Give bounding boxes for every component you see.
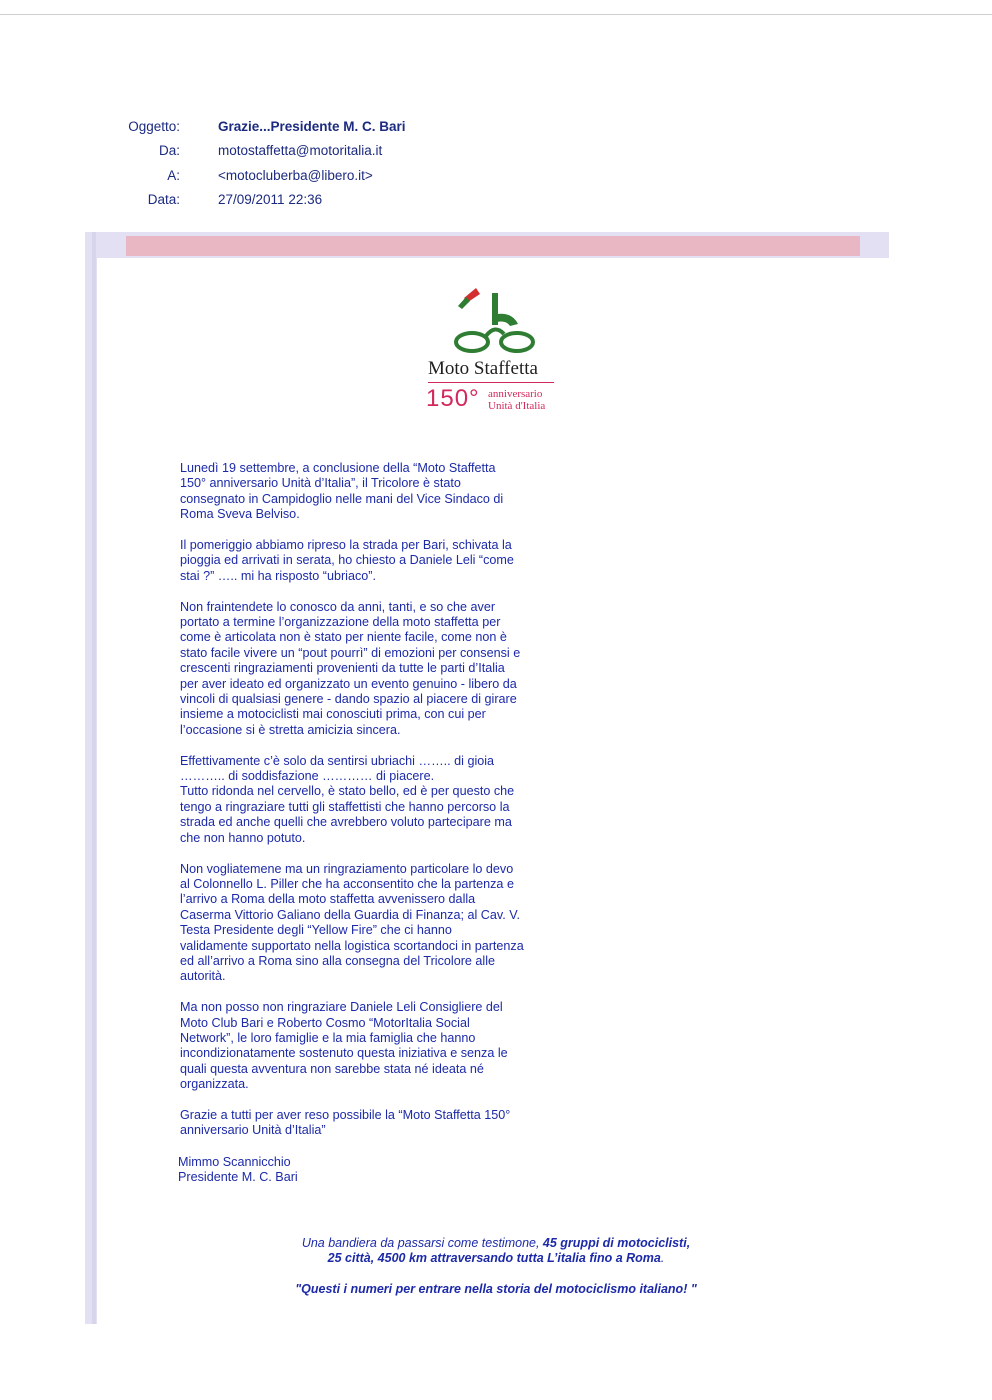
letter-line: Lunedì 19 settembre, a conclusione della “Moto Staffetta: [180, 461, 496, 475]
letter-line: stai ?” ….. mi ha risposto “ubriaco”.: [180, 568, 376, 583]
message-frame-line: [92, 232, 96, 1324]
letter-line: quali questa avventura non sarebbe stata né ideata né: [180, 1061, 484, 1076]
footer-line-1: [150, 1236, 842, 1250]
top-rule: [0, 14, 992, 15]
footer-line-2-part-a: 25 città, 4500 km attraversando tutta L’italia fino a Roma: [327, 1251, 661, 1265]
logo-rule: [428, 382, 554, 383]
rider-arm: [497, 314, 518, 326]
date-value: 27/09/2011 22:36: [218, 192, 323, 208]
letter-line: Testa Presidente degli “Yellow Fire” che ci hanno: [180, 923, 452, 938]
letter-line: Tutto ridonda nel cervello, è stato bello, ed è per questo che: [180, 784, 515, 799]
letter-line: pioggia ed arrivati in serata, ho chiesto a Daniele Leli “come: [180, 553, 514, 568]
letter-line: come è articolata non è stato per niente facile, come non è: [180, 630, 507, 645]
to-row: [100, 163, 406, 188]
letter-line: per aver ideato ed organizzato un evento genuino - libero da: [180, 676, 517, 691]
letter-line: Moto Club Bari e Roberto Cosmo “MotorItalia Social: [180, 1015, 470, 1030]
logo-name: Moto Staffetta: [428, 358, 538, 379]
letter-line: stato facile vivere un “pout pourrì” di emozioni per consensi e: [180, 645, 521, 660]
letter-line: crescenti ringraziamenti provenienti da tutte le parti d’Italia: [180, 661, 505, 676]
footer-line-1-part-a: Una bandiera da passarsi come testimone,: [301, 1236, 543, 1250]
letter-paragraph: [180, 754, 570, 846]
from-label: Da:: [158, 143, 180, 159]
signature-title: Presidente M. C. Bari: [178, 1170, 298, 1185]
letter-line: ed all’arrivo a Roma sino alla consegna del Tricolore alle: [180, 953, 496, 968]
letter-line: validamente supportato nella logistica scortandoci in partenza: [180, 938, 524, 953]
subject-row: [100, 114, 406, 139]
letter-line: strada ed anche quelli che avrebbero voluto partecipare ma: [180, 815, 512, 830]
date-label: Data:: [147, 192, 180, 208]
footer-line-2: [150, 1251, 842, 1265]
letter-paragraph: [180, 538, 570, 584]
letter-line: 150° anniversario Unità d’Italia”, il Tricolore è stato: [180, 476, 461, 491]
letter-line: Non fraintendete lo conosco da anni, tanti, e so che aver: [180, 599, 496, 614]
bike-frame: [486, 329, 504, 336]
signature: [178, 1155, 298, 1186]
letter-line: incondizionatamente sostenuto questa iniziativa e senza le: [180, 1046, 508, 1061]
from-row: [100, 139, 406, 164]
letter-line: Ma non posso non ringraziare Daniele Leli Consigliere del: [180, 1000, 503, 1015]
date-row: [100, 188, 406, 213]
letter-line: Caserma Vittorio Galiano della Guardia di Finanza; al Cav. V.: [180, 907, 520, 922]
letter-line: insieme a motociclisti mai conosciuti prima, con cui per: [180, 707, 486, 722]
letter-line: Network”, le loro famiglie e la mia famiglia che hanno: [180, 1030, 476, 1045]
subject-value: Grazie...Presidente M. C. Bari: [218, 118, 406, 134]
letter-paragraph: [180, 600, 570, 739]
logo-subtitle-2: Unità d'Italia: [488, 400, 546, 412]
letter-body: [180, 461, 570, 1154]
letter-line: al Colonnello L. Piller che ha acconsentito che la partenza e: [180, 876, 514, 891]
letter-line: organizzata.: [180, 1077, 249, 1092]
letter-line: Roma Sveva Belviso.: [180, 507, 300, 522]
letter-line: ……….. di soddisfazione ………… di piacere.: [180, 769, 435, 784]
letter-line: Non vogliatemene ma un ringraziamento particolare lo devo: [180, 861, 514, 876]
from-value: motostaffetta@motoritalia.it: [218, 143, 383, 159]
letter-paragraph: [180, 862, 570, 985]
subject-label: Oggetto:: [128, 118, 180, 134]
to-label: A:: [167, 167, 180, 183]
footer-quote: "Questi i numeri per entrare nella storia del motociclismo italiano! ": [295, 1282, 697, 1296]
letter-paragraph: [180, 461, 570, 523]
logo-number: 150°: [426, 385, 480, 412]
letter-line: l’occasione si è stretta amicizia sincera.: [180, 722, 401, 737]
footer-line-2-part-b: .: [660, 1251, 665, 1265]
letter-paragraph: [180, 1108, 570, 1139]
letter-line: Grazie a tutti per aver reso possibile la “Moto Staffetta 150°: [180, 1107, 511, 1122]
letter-line: anniversario Unità d’Italia”: [180, 1123, 326, 1138]
letter-line: l’arrivo a Roma della moto staffetta avvenissero dalla: [180, 892, 476, 907]
motorcyclist-icon: [420, 284, 570, 360]
letter-line: Effettivamente c’è solo da sentirsi ubriachi …….. di gioia: [180, 753, 495, 768]
message-header-band: [126, 236, 860, 256]
letter-line: vincoli di qualsiasi genere - dando spazio al piacere di girare: [180, 692, 517, 707]
logo-subtitle-1: anniversario: [488, 388, 543, 400]
moto-staffetta-logo: [420, 284, 570, 416]
letter-line: autorità.: [180, 969, 226, 984]
email-header: [100, 114, 406, 212]
letter-line: che non hanno potuto.: [180, 830, 306, 845]
letter-paragraph: [180, 1000, 570, 1092]
signature-name: Mimmo Scannicchio: [178, 1155, 291, 1169]
front-wheel: [456, 333, 488, 351]
letter-line: Il pomeriggio abbiamo ripreso la strada per Bari, schivata la: [180, 538, 512, 553]
letter-line: portato a termine l’organizzazione della moto staffetta per: [180, 615, 501, 630]
footer-line-1-part-b: 45 gruppi di motociclisti,: [542, 1236, 691, 1250]
rear-wheel: [501, 333, 533, 351]
letter-line: tengo a ringraziare tutti gli staffettisti che hanno percorso la: [180, 799, 510, 814]
letter-line: consegnato in Campidoglio nelle mani del Vice Sindaco di: [180, 491, 504, 506]
to-value: <motocluberba@libero.it>: [218, 167, 373, 183]
